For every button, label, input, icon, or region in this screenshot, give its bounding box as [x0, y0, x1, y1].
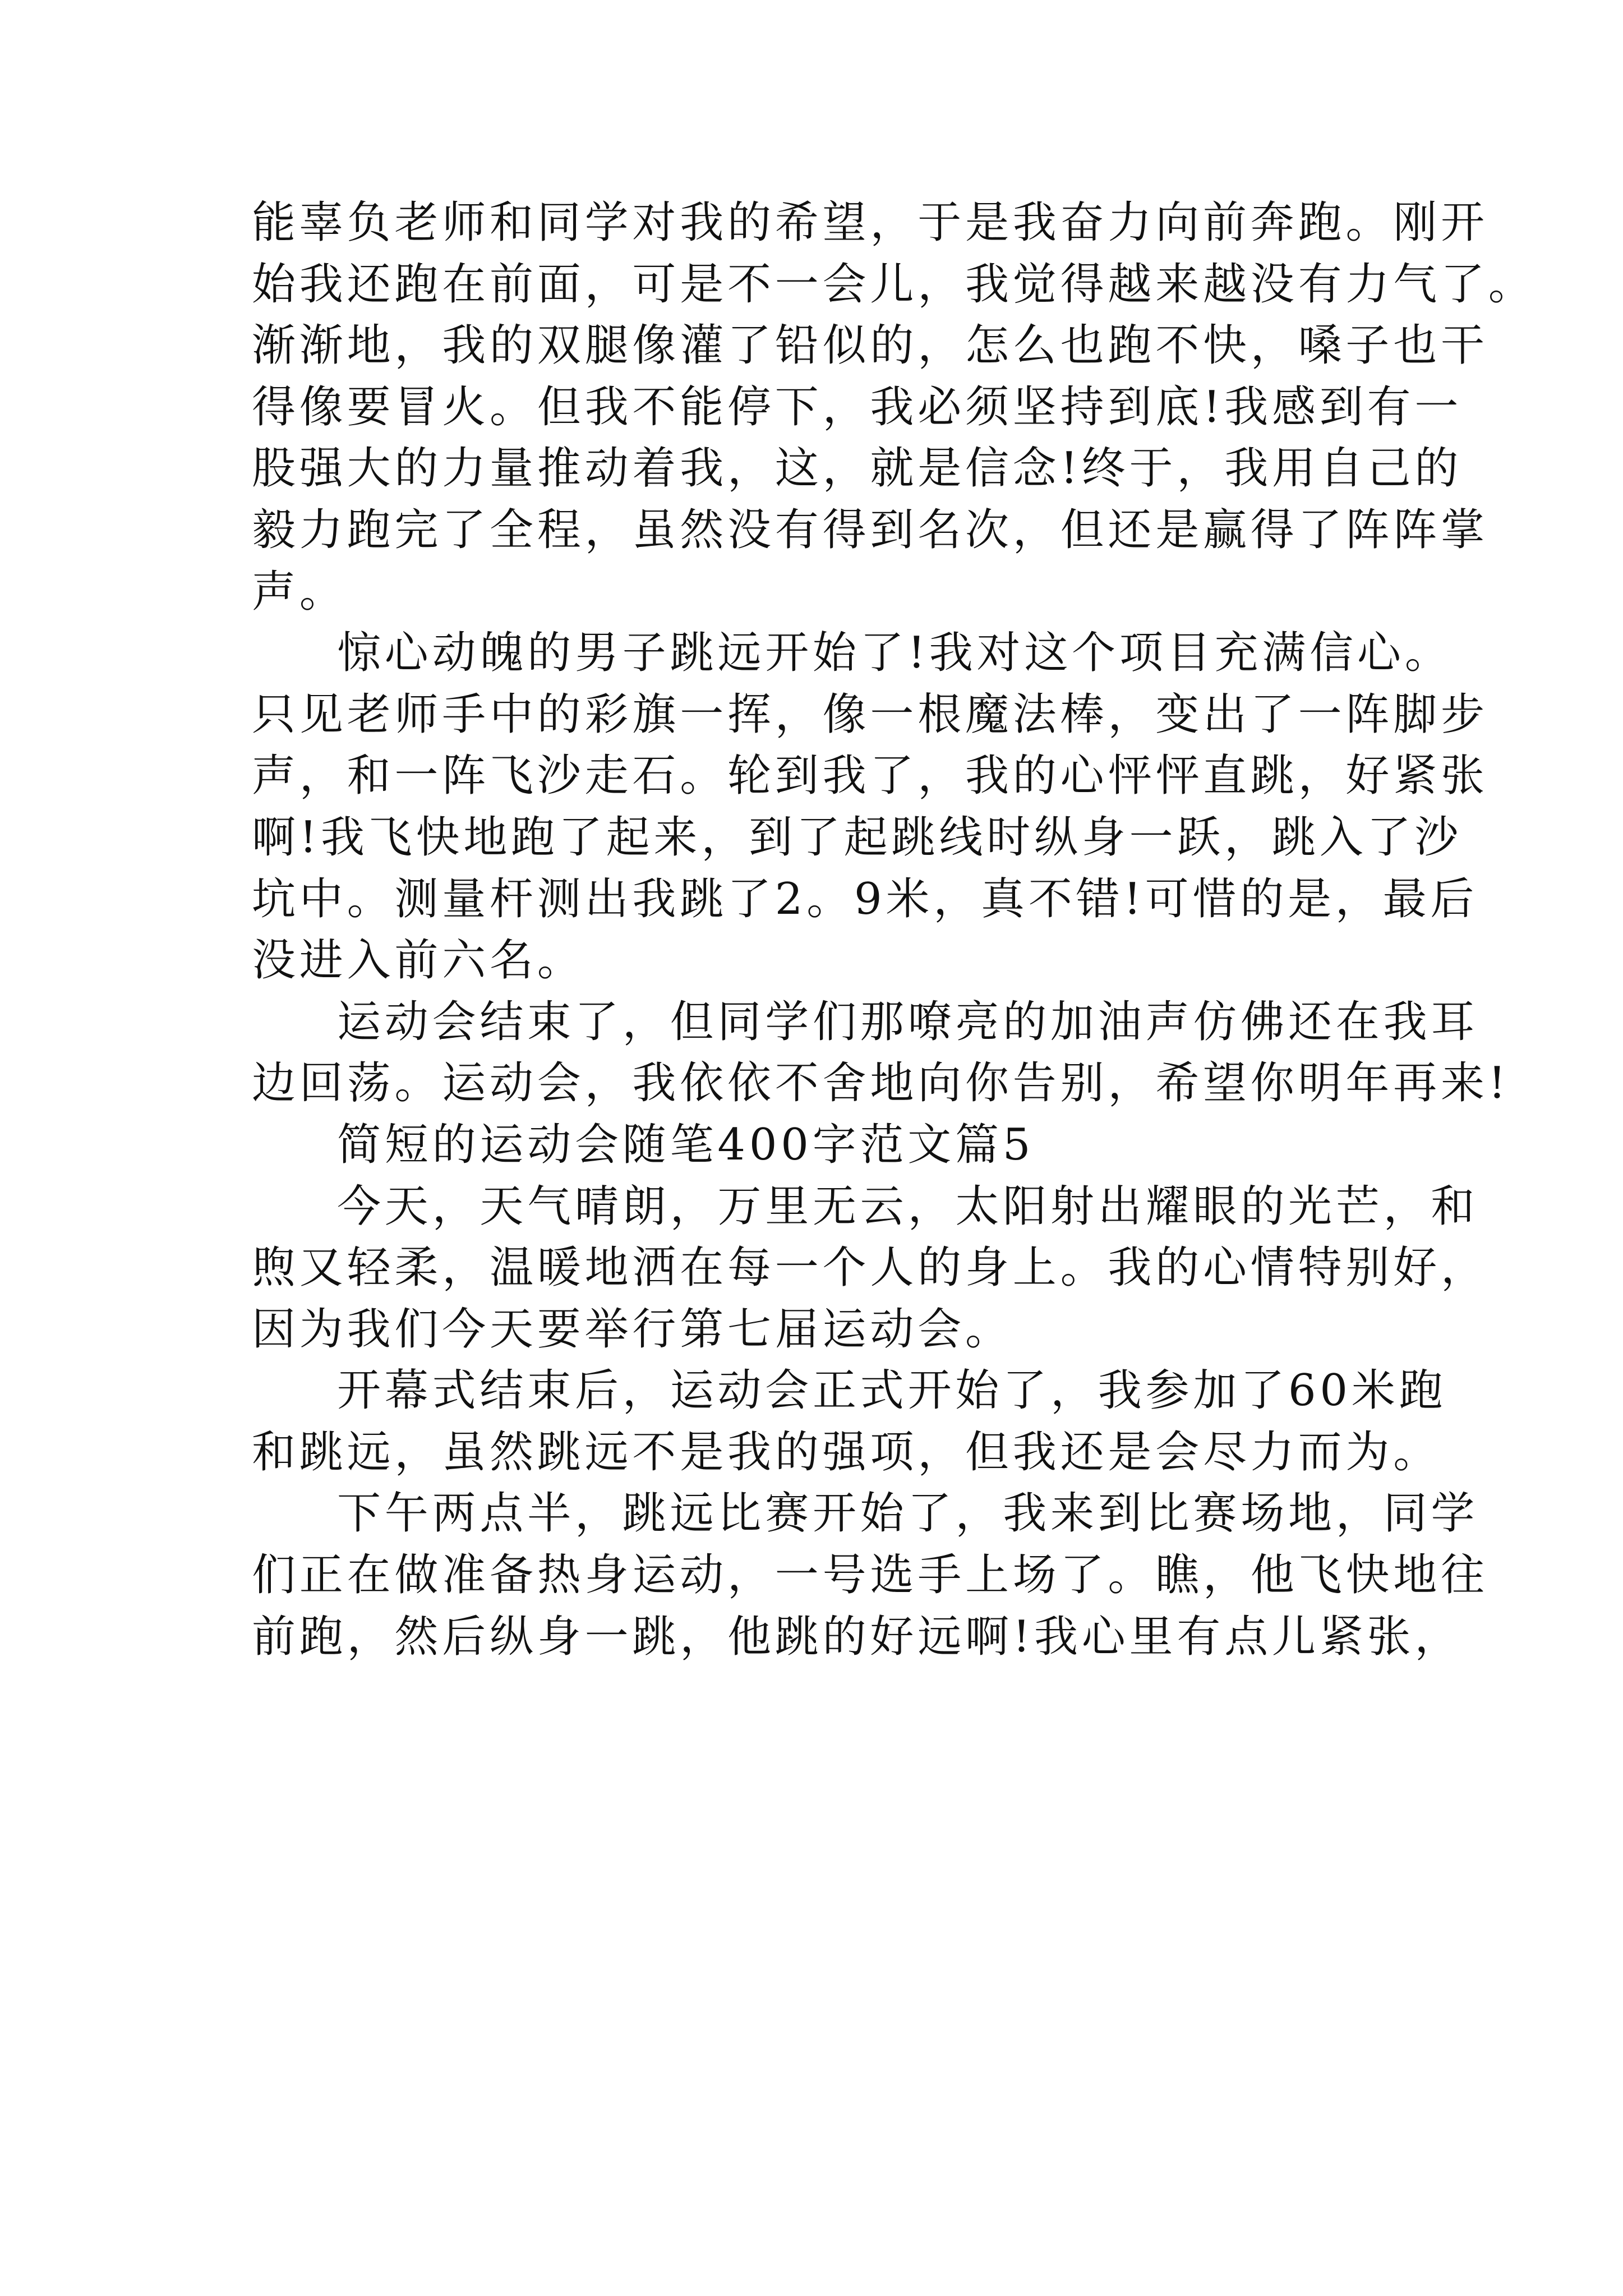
- paragraph: [252, 1483, 1488, 1668]
- text-line: 煦又轻柔，温暖地洒在每一个人的身上。我的心情特别好，: [252, 1243, 1488, 1294]
- paragraph: [252, 1176, 1488, 1361]
- paragraph: [252, 1360, 1447, 1483]
- paragraph: [252, 192, 1536, 623]
- text-line: 没进入前六名。: [252, 935, 585, 986]
- text-line: 因为我们今天要举行第七届运动会。: [252, 1304, 1013, 1355]
- text-line: 开幕式结束后，运动会正式开始了，我参加了60米跑: [337, 1365, 1447, 1416]
- text-line: 得像要冒火。但我不能停下，我必须坚持到底!我感到有一: [252, 381, 1463, 432]
- text-line: 股强大的力量推动着我，这，就是信念!终于，我用自己的: [252, 443, 1463, 494]
- text-line: 毅力跑完了全程，虽然没有得到名次，但还是赢得了阵阵掌: [252, 504, 1488, 555]
- text-line: 下午两点半，跳远比赛开始了，我来到比赛场地，同学: [337, 1488, 1479, 1539]
- text-line: 今天，天气晴朗，万里无云，太阳射出耀眼的光芒，和: [337, 1181, 1479, 1232]
- text-line: 运动会结束了，但同学们那嘹亮的加油声仿佛还在我耳: [337, 996, 1479, 1047]
- text-line: 们正在做准备热身运动，一号选手上场了。瞧，他飞快地往: [252, 1550, 1488, 1601]
- paragraph: [252, 1115, 1385, 1176]
- text-line: 边回荡。运动会，我依依不舍地向你告别，希望你明年再来!: [252, 1058, 1510, 1109]
- text-line: 简短的运动会随笔400字范文篇5: [337, 1119, 1035, 1170]
- text-line: 始我还跑在前面，可是不一会儿，我觉得越来越没有力气了。: [252, 259, 1536, 310]
- text-line: 和跳远，虽然跳远不是我的强项，但我还是会尽力而为。: [252, 1427, 1441, 1478]
- text-line: 声。: [252, 566, 347, 617]
- text-line: 只见老师手中的彩旗一挥，像一根魔法棒，变出了一阵脚步: [252, 689, 1488, 740]
- text-line: 啊!我飞快地跑了起来，到了起跳线时纵身一跃，跳入了沙: [252, 812, 1463, 863]
- text-line: 前跑，然后纵身一跳，他跳的好远啊!我心里有点儿紧张，: [252, 1611, 1463, 1662]
- text-line: 声，和一阵飞沙走石。轮到我了，我的心怦怦直跳，好紧张: [252, 751, 1488, 802]
- text-line: 能辜负老师和同学对我的希望，于是我奋力向前奔跑。刚开: [252, 197, 1488, 248]
- text-line: 渐渐地，我的双腿像灌了铅似的，怎么也跑不快，嗓子也干: [252, 320, 1488, 371]
- document-body: [252, 192, 1536, 1668]
- paragraph: [252, 992, 1510, 1115]
- text-line: 坑中。测量杆测出我跳了2。9米，真不错!可惜的是，最后: [252, 873, 1478, 924]
- paragraph: [252, 623, 1488, 992]
- text-line: 惊心动魄的男子跳远开始了!我对这个项目充满信心。: [337, 628, 1453, 679]
